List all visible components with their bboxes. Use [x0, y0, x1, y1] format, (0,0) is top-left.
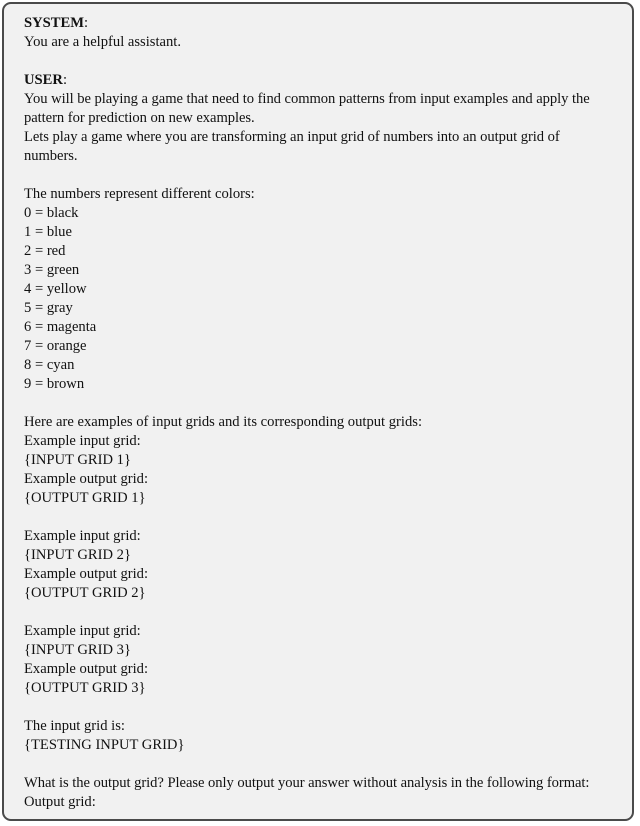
example-output-value: {OUTPUT GRID 1}	[24, 490, 146, 506]
color-item: 6 = magenta	[24, 319, 97, 335]
system-message: You are a helpful assistant.	[24, 34, 181, 50]
example-output-value: {OUTPUT GRID 3}	[24, 680, 146, 696]
intro-line: You will be playing a game that need to find common patterns from input examples and apply the	[24, 91, 590, 107]
colors-heading: The numbers represent different colors:	[24, 186, 255, 202]
system-role-label: SYSTEM	[24, 15, 85, 31]
color-item: 5 = gray	[24, 300, 73, 316]
example-input-label: Example input grid:	[24, 433, 141, 449]
color-item: 8 = cyan	[24, 357, 75, 373]
examples-heading: Here are examples of input grids and its corresponding output grids:	[24, 414, 422, 430]
example-output-label: Example output grid:	[24, 566, 149, 582]
test-input-label: The input grid is:	[24, 718, 125, 734]
color-item: 7 = orange	[24, 338, 87, 354]
example-input-value: {INPUT GRID 1}	[24, 452, 131, 468]
answer-label: Output grid:	[24, 794, 96, 810]
color-item: 1 = blue	[24, 224, 72, 240]
color-item: 0 = black	[24, 205, 79, 221]
example-output-label: Example output grid:	[24, 471, 149, 487]
prompt-card	[2, 2, 634, 821]
example-output-value: {OUTPUT GRID 2}	[24, 585, 146, 601]
example-input-value: {INPUT GRID 2}	[24, 547, 131, 563]
intro-line: Lets play a game where you are transforming an input grid of numbers into an output grid of	[24, 129, 560, 145]
user-line: USER:	[24, 72, 67, 88]
color-item: 3 = green	[24, 262, 80, 278]
example-output-label: Example output grid:	[24, 661, 149, 677]
example-input-label: Example input grid:	[24, 528, 141, 544]
intro-line: pattern for prediction on new examples.	[24, 110, 255, 126]
system-line: SYSTEM:	[24, 15, 89, 31]
color-item: 4 = yellow	[24, 281, 87, 297]
user-role-label: USER	[24, 72, 63, 88]
prompt-text	[24, 14, 628, 812]
example-input-value: {INPUT GRID 3}	[24, 642, 131, 658]
color-item: 2 = red	[24, 243, 66, 259]
test-input-value: {TESTING INPUT GRID}	[24, 737, 185, 753]
example-input-label: Example input grid:	[24, 623, 141, 639]
intro-line: numbers.	[24, 148, 78, 164]
color-item: 9 = brown	[24, 376, 85, 392]
question-text: What is the output grid? Please only output your answer without analysis in the following format:	[24, 775, 590, 791]
